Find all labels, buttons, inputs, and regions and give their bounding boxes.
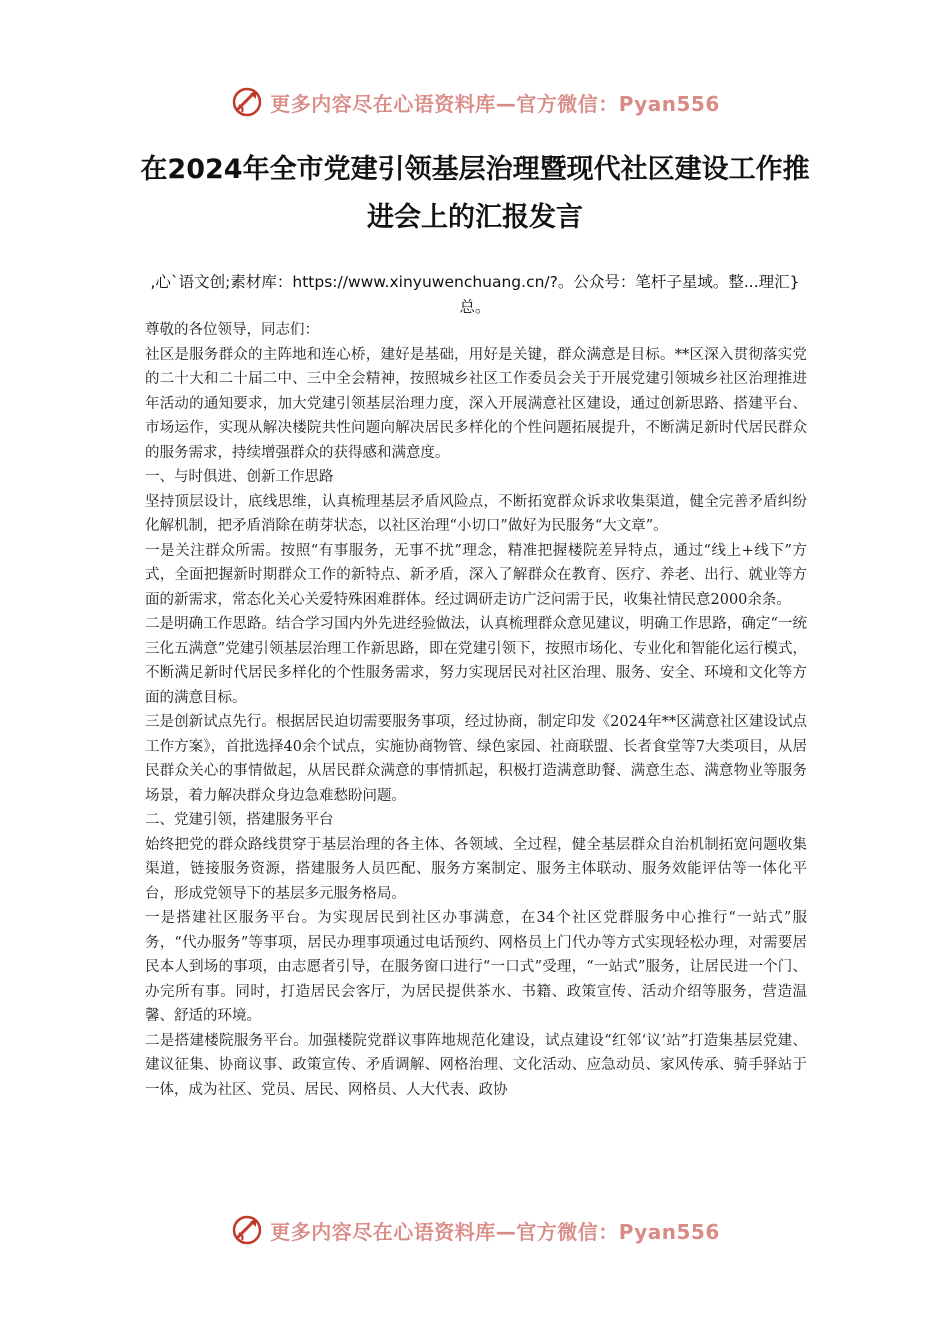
salutation: 尊敬的各位领导，同志们： — [145, 322, 319, 338]
brush-logo-icon — [230, 85, 264, 119]
paragraph: 二是搭建楼院服务平台。加强楼院党群议事阵地规范化建设，试点建设“红邻‘议’站”打造集基层党建、建议征集、协商议事、政策宣传、矛盾调解、网格治理、文化活动、应急动员、家风传承、骑手驿站于一体，成为社区、党员、居民、网格员、人大代表、政协 — [145, 1032, 807, 1098]
paragraph: 坚持顶层设计，底线思维，认真梳理基层矛盾风险点，不断拓宽群众诉求收集渠道，健全完善矛盾纠纷化解机制，把矛盾消除在萌芽状态，以社区治理“小切口”做好为民服务“大文章”。 — [145, 493, 807, 534]
brush-logo-icon — [230, 1213, 264, 1247]
paragraph: 始终把党的群众路线贯穿于基层治理的各主体、各领域、全过程，健全基层群众自治机制拓宽问题收集渠道，链接服务资源，搭建服务人员匹配、服务方案制定、服务主体联动、服务效能评估等一体化平台，形成党领导下的基层多元服务格局。 — [145, 836, 807, 902]
watermark-banner-bottom — [0, 1210, 950, 1250]
watermark-banner-top — [0, 82, 950, 122]
watermark-text: 更多内容尽在心语资料库—官方微信：Pyan556 — [270, 1219, 720, 1244]
paragraph: 三是创新试点先行。根据居民迫切需要服务事项，经过协商，制定印发《2024年**区满意社区建设试点工作方案》，首批选择40余个试点，实施协商物管、绿色家园、社商联盟、长者食堂等7大类项目，从居民群众关心的事情做起，从居民群众满意的事情抓起，积极打造满意助餐、满意生态、满意物业等服务场景，着力解决群众身边急难愁盼问题。 — [145, 714, 807, 804]
watermark-text: 更多内容尽在心语资料库—官方微信：Pyan556 — [270, 91, 720, 116]
document-body — [145, 318, 807, 1102]
source-line: ,心`语文创;素材库：https://www.xinyuwenchuang.cn/?。公众号：笔杆子星域。整...理汇}总。 — [150, 273, 800, 316]
section-heading: 一、与时俱进、创新工作思路 — [145, 469, 334, 485]
section-heading: 二、党建引领，搭建服务平台 — [145, 812, 334, 828]
paragraph: 一是搭建社区服务平台。为实现居民到社区办事满意，在34个社区党群服务中心推行“一站式”服务，“代办服务”等事项，居民办理事项通过电话预约、网格员上门代办等方式实现轻松办理，对需要居民本人到场的事项，由志愿者引导，在服务窗口进行“一口式”受理，“一站式”服务，让居民进一个门、办完所有事。同时，打造居民会客厅，为居民提供茶水、书籍、政策宣传、活动介绍等服务，营造温馨、舒适的环境。 — [145, 910, 807, 1024]
paragraph: 二是明确工作思路。结合学习国内外先进经验做法，认真梳理群众意见建议，明确工作思路，确定“一统三化五满意”党建引领基层治理工作新思路，即在党建引领下，按照市场化、专业化和智能化运行模式，不断满足新时代居民多样化的个性服务需求，努力实现居民对社区治理、服务、安全、环境和文化等方面的满意目标。 — [145, 616, 807, 706]
paragraph: 社区是服务群众的主阵地和连心桥，建好是基础，用好是关键，群众满意是目标。**区深入贯彻落实党的二十大和二十届二中、三中全会精神，按照城乡社区工作委员会关于开展党建引领城乡社区治理推进年活动的通知要求，加大党建引领基层治理力度，深入开展满意社区建设，通过创新思路、搭建平台、市场运作，实现从解决楼院共性问题向解决居民多样化的个性问题拓展提升，不断满足新时代居民群众的服务需求，持续增强群众的获得感和满意度。 — [145, 346, 807, 461]
document-title: 在2024年全市党建引领基层治理暨现代社区建设工作推进会上的汇报发言 — [140, 154, 810, 233]
paragraph: 一是关注群众所需。按照“有事服务，无事不扰”理念，精准把握楼院差异特点，通过“线上+线下”方式，全面把握新时期群众工作的新特点、新矛盾，深入了解群众在教育、医疗、养老、出行、就业等方面的新需求，常态化关心关爱特殊困难群体。经过调研走访广泛问需于民，收集社情民意2000余条。 — [145, 542, 807, 608]
